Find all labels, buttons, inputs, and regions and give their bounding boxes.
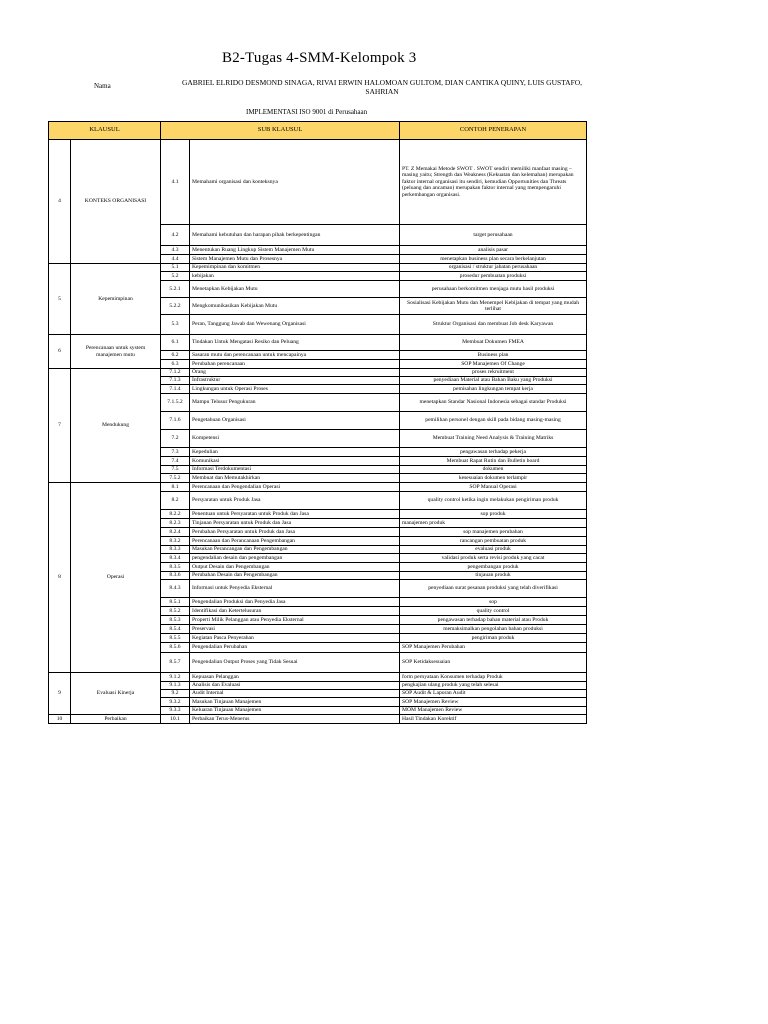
implementation-example: manajemen produk [400,519,587,528]
sub-clause-code: 4.2 [161,225,190,246]
sub-clause-code: 7.5.2 [161,474,190,483]
sub-clause-title: Perencanaan dan Pengendalian Operasi [190,483,400,492]
sub-clause-code: 7.1.5.2 [161,394,190,412]
header-contoh-penerapan: CONTOH PENERAPAN [400,122,587,140]
sub-clause-code: 6.1 [161,335,190,351]
sub-clause-title: Masukan Tinjauan Manajemen [190,698,400,707]
table-row [49,715,587,724]
sub-clause-title: Kepuasan Pelanggan [190,673,400,682]
sub-clause-title: Menentukan Ruang Lingkup Sistem Manajemen Mutu [190,246,400,255]
sub-clause-code: 8.5.7 [161,653,190,673]
document-title: B2-Tugas 4-SMM-Kelompok 3 [222,50,417,66]
sub-clause-title: Tindakan Untuk Mengatasi Resiko dan Peluang [190,335,400,351]
sub-clause-code: 8.4.3 [161,580,190,598]
clause-name: Perbaikan [71,715,161,724]
implementation-example: SOP Ketidaksesuaian [400,653,587,673]
sub-clause-code: 5.2.1 [161,281,190,298]
implementation-example: prosedur pembuatan produksi [400,272,587,281]
implementation-example: rancangan pembuatan produk [400,537,587,546]
implementation-example: analisis pasar [400,246,587,255]
sub-clause-code: 8.1 [161,483,190,492]
implementation-example: SOP Manajemen Review [400,698,587,707]
sub-clause-title: Pengendalian Perubahan [190,643,400,653]
sub-clause-title: Identifikasi dan Ketertelusuran [190,607,400,616]
implementation-example: pengembangan produk [400,563,587,572]
sub-clause-title: Output Desain dan Pengembangan [190,563,400,572]
sub-clause-code: 9.3.2 [161,698,190,707]
sub-clause-title: Menetapkan Kebijakan Mutu [190,281,400,298]
clause-name: Kepemimpinan [71,264,161,335]
sub-clause-code: 4.4 [161,255,190,264]
sub-clause-title: Kompetensi [190,430,400,448]
sub-clause-code: 8.5.6 [161,643,190,653]
sub-clause-code: 8.5.4 [161,625,190,634]
sub-clause-title: Analisis dan Evaluasi [190,682,400,690]
sub-clause-code: 8.3.4 [161,554,190,563]
sub-clause-title: Audit Internal [190,690,400,698]
sub-clause-code: 8.3.2 [161,537,190,546]
sub-clause-title: Mengkomunikasikan Kebijakan Mutu [190,298,400,315]
sub-clause-title: Memahami kebutuhan dan harapan pihak berkepentingan [190,225,400,246]
sub-clause-title: Masukan Perancangan dan Pengembangan [190,546,400,554]
clause-name: KONTEKS ORGANISASI [71,140,161,264]
sub-clause-code: 5.3 [161,315,190,335]
implementation-example: pengawasan terhadap bahan material atau Produk [400,616,587,625]
sub-clause-code: 7.3 [161,448,190,457]
iso-implementation-table [48,121,587,724]
sub-clause-code: 7.5 [161,466,190,474]
header-klausul: KLAUSUL [49,122,161,140]
sub-clause-code: 9.1.2 [161,673,190,682]
sub-clause-code: 8.2.4 [161,528,190,537]
clause-name: Mendukung [71,369,161,483]
sub-clause-title: Infrastruktur [190,377,400,385]
implementation-example: penyediaan surat pesanan produksi yang telah diverifikasi [400,580,587,598]
sub-clause-title: Memahami organisasi dan konteksnya [190,140,400,225]
clause-number: 4 [49,140,71,264]
sub-clause-code: 8.2 [161,492,190,510]
implementation-example: quality control [400,607,587,616]
sub-clause-code: 8.3.5 [161,563,190,572]
sub-clause-code: 8.2.2 [161,510,190,519]
implementation-example: dokumen [400,466,587,474]
sub-clause-title: Preservasi [190,625,400,634]
sub-clause-title: Informasi untuk Penyedia Eksternal [190,580,400,598]
implementation-example: SOP Manajemen Perubahan [400,643,587,653]
sub-clause-title: Kepemimpinan dan komitmen [190,264,400,272]
sub-clause-title: Sasaran mutu dan perencanaan untuk mencapainya [190,351,400,360]
sub-clause-title: Properti Milik Pelanggan atau Penyedia Eksternal [190,616,400,625]
sub-clause-code: 7.4 [161,457,190,466]
table-row [49,140,587,225]
sub-clause-code: 5.1 [161,264,190,272]
table-row [49,335,587,351]
sub-clause-title: Perbaikan Terus-Menerus [190,715,400,724]
clause-name: Operasi [71,483,161,673]
implementation-example: kesesuaian dokumen terlampir [400,474,587,483]
sub-clause-title: Perubahan Persyaratan untuk Produk dan Jasa [190,528,400,537]
implementation-example: pengiriman produk [400,634,587,643]
sub-clause-title: Persyaratan untuk Produk Jasa [190,492,400,510]
sub-clause-title: Komunikasi [190,457,400,466]
sub-clause-title: Pengendalian Output Proses yang Tidak Sesuai [190,653,400,673]
sub-clause-title: Mampu Telusur Pengukuran [190,394,400,412]
sub-clause-title: Pengetahuan Organisasi [190,412,400,430]
sub-clause-code: 4.3 [161,246,190,255]
sub-clause-title: Lingkungan untuk Operasi Proses [190,385,400,394]
implementation-example: pengawasan terhadap pekerja [400,448,587,457]
implementation-example: organisasi / struktur jabatan perusahaan [400,264,587,272]
implementation-example: form pernyataan Konsumen terhadap Produk [400,673,587,682]
header-sub-klausul: SUB KLAUSUL [161,122,400,140]
clause-number: 9 [49,673,71,715]
implementation-example: PT. Z Memakai Metode SWOT . SWOT sendiri memiliki manfaat masing – masing yaitu; Strength dan Weakness (Kekuatan dan kelemahan) merupakan faktor internal organisasi itu sendiri, kemudian Opportunities dan Threats (peluang dan ancaman) merupakan faktor internal yang mempengaruhi perkembangan organisasi. [400,140,587,225]
implementation-example: Membuat Dokumen FMEA [400,335,587,351]
implementation-example: pemilihan personel dengan skill pada bidang masing-masing [400,412,587,430]
clause-number: 8 [49,483,71,673]
implementation-example: penyediaan Material atau Bahan Baku yang Produksi [400,377,587,385]
table-row [49,673,587,682]
sub-clause-title: Orang [190,369,400,377]
sub-clause-title: Keluaran Tinjauan Manajemen [190,707,400,715]
table-row [49,483,587,492]
implementation-example: menetapkan Standar Nasional Indonesia sebagai standar Produksi [400,394,587,412]
sub-clause-title: Tinjauan Persyaratan untuk Produk dan Jasa [190,519,400,528]
implementation-example: Membuat Training Need Analysis & Training Matriks [400,430,587,448]
sub-clause-code: 9.1.3 [161,682,190,690]
implementation-example: memaksimalkan pengolahan bahan produksi [400,625,587,634]
sub-clause-code: 8.5.1 [161,598,190,607]
table-body [49,140,587,724]
sub-clause-code: 6.2 [161,351,190,360]
sub-clause-title: Kepedulian [190,448,400,457]
sub-clause-title: Membuat dan Memutakhirkan [190,474,400,483]
implementation-example: SOP Manajemen Of Change [400,360,587,369]
implementation-example: sop manajemen perubahan [400,528,587,537]
sub-clause-code: 5.2.2 [161,298,190,315]
sub-clause-code: 8.3.6 [161,572,190,580]
table-row [49,264,587,272]
sub-clause-code: 5.2 [161,272,190,281]
implementation-example: pengkajian ulang produk yang telah selesai [400,682,587,690]
sub-clause-title: kebijakan [190,272,400,281]
sub-clause-code: 8.2.3 [161,519,190,528]
sub-clause-title: Perubahan perencanaan [190,360,400,369]
sub-clause-code: 9.3.3 [161,707,190,715]
sub-clause-title: Perencanaan dan Perancanaan Pengembangan [190,537,400,546]
sub-clause-title: Pengendalian Produksi dan Penyedia Jasa [190,598,400,607]
implementation-example: pemisahan lingkungan tempat kerja [400,385,587,394]
sub-clause-code: 7.2 [161,430,190,448]
sub-clause-code: 7.1.3 [161,377,190,385]
name-label: Nama [94,82,111,90]
sub-clause-title: Kegiatan Pasca Penyerahan [190,634,400,643]
sub-clause-code: 8.5.2 [161,607,190,616]
clause-number: 5 [49,264,71,335]
implementation-example: menetapkan business plan secara berkelanjutan [400,255,587,264]
implementation-example: MOM Manajemen Review [400,707,587,715]
sub-clause-code: 8.5.5 [161,634,190,643]
implementation-example: Hasil Tindakan Korektif [400,715,587,724]
sub-clause-title: Perubahan Desain dan Pengembangan [190,572,400,580]
clause-number: 7 [49,369,71,483]
implementation-example: perusahaan berkomitmen menjaga mutu hasil produksi [400,281,587,298]
clause-number: 6 [49,335,71,369]
implementation-example: Struktur Organisasi dan membuat Job desk Karyawan [400,315,587,335]
sub-clause-title: Sistem Manajemen Mutu dan Prosesnya [190,255,400,264]
sub-clause-code: 7.1.6 [161,412,190,430]
sub-clause-code: 8.5.3 [161,616,190,625]
sub-clause-title: pengendalian desain dan pengembangan [190,554,400,563]
implementation-example: Membuat Rapat Rutin dan Bulletin board [400,457,587,466]
implementation-example: Sosialisasi Kebijakan Mutu dan Menempel Kebijakan di tempat yang mudah terlihat [400,298,587,315]
implementation-example: validasi produk serta revisi produk yang cacat [400,554,587,563]
clause-number: 10 [49,715,71,724]
sub-clause-code: 6.3 [161,360,190,369]
sub-clause-title: Peran, Tanggung Jawab dan Wewenang Organisasi [190,315,400,335]
implementation-example: proses rekruitment [400,369,587,377]
sub-clause-code: 9.2 [161,690,190,698]
implementation-example: SOP Manual Operasi [400,483,587,492]
table-row [49,369,587,377]
sub-clause-code: 4.1 [161,140,190,225]
sub-clause-code: 8.3.3 [161,546,190,554]
sub-clause-code: 10.1 [161,715,190,724]
clause-name: Evaluasi Kinerja [71,673,161,715]
table-header-row [49,122,587,140]
sub-clause-title: Penentuan untuk Persyaratan untuk Produk dan Jasa [190,510,400,519]
sub-clause-code: 7.1.2 [161,369,190,377]
implementation-example: tinjauan produk [400,572,587,580]
implementation-example: quality control ketika ingin melakukan pengiriman produk [400,492,587,510]
sub-clause-title: Informasi Terdokumentasi [190,466,400,474]
implementation-example: sop [400,598,587,607]
table-subtitle: IMPLEMENTASI ISO 9001 di Perusahaan [246,108,368,116]
implementation-example: Business plan [400,351,587,360]
sub-clause-code: 7.1.4 [161,385,190,394]
group-members: GABRIEL ELRIDO DESMOND SINAGA, RIVAI ERWIN HALOMOAN GULTOM, DIAN CANTIKA QUINY, LUIS GUSTAFO, SAHRIAN [181,78,583,96]
implementation-example: sop produk [400,510,587,519]
implementation-example: SOP Audit & Laporan Audit [400,690,587,698]
implementation-example: target perusahaan [400,225,587,246]
implementation-example: evaluasi produk [400,546,587,554]
clause-name: Perencanaan untuk system manajemen mutu [71,335,161,369]
